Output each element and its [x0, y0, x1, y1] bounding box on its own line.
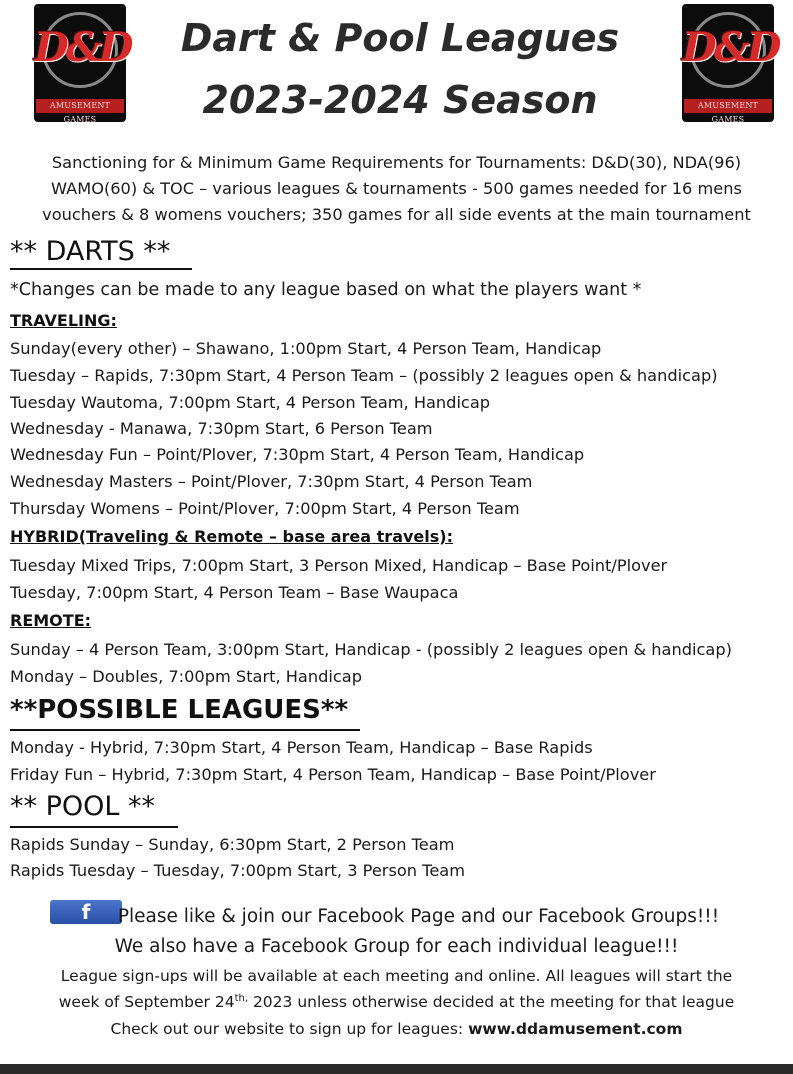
possible-leagues-heading: **POSSIBLE LEAGUES** — [10, 695, 349, 725]
dd-logo-right — [682, 4, 779, 124]
traveling-item: Sunday(every other) – Shawano, 1:00pm Start, 4 Person Team, Handicap — [10, 339, 602, 358]
logo-text: D&D — [34, 24, 131, 71]
dd-logo-left — [34, 4, 131, 124]
hybrid-item: Tuesday, 7:00pm Start, 4 Person Team – Base Waupaca — [10, 583, 459, 602]
start-date-rest: 2023 unless otherwise decided at the meeting for that league — [248, 993, 735, 1012]
intro-line: Sanctioning for & Minimum Game Requirements for Tournaments: D&D(30), NDA(96) — [51, 153, 742, 172]
facebook-icon[interactable]: f — [50, 900, 122, 924]
remote-item: Sunday – 4 Person Team, 3:00pm Start, Handicap - (possibly 2 leagues open & handicap) — [10, 640, 732, 659]
possible-item: Friday Fun – Hybrid, 7:30pm Start, 4 Person Team, Handicap – Base Point/Plover — [10, 765, 656, 784]
website-prompt: Check out our website to sign up for leagues: — [110, 1020, 469, 1038]
ordinal-suffix: th, — [234, 993, 249, 1004]
traveling-item: Wednesday Masters – Point/Plover, 7:30pm Start, 4 Person Team — [10, 472, 533, 491]
start-date-text: week of September 24 — [58, 993, 235, 1012]
traveling-label: TRAVELING: — [10, 311, 117, 330]
website-link[interactable]: www.ddamusement.com — [468, 1020, 683, 1038]
logo-banner: AMUSEMENT GAMES — [36, 99, 124, 113]
traveling-item: Tuesday Wautoma, 7:00pm Start, 4 Person Team, Handicap — [10, 393, 491, 412]
pool-heading: ** POOL ** — [10, 791, 155, 822]
possible-item: Monday - Hybrid, 7:30pm Start, 4 Person Team, Handicap – Base Rapids — [10, 738, 593, 757]
bottom-border — [0, 1064, 793, 1074]
signup-note: League sign-ups will be available at each meeting and online. All leagues will start the — [60, 967, 733, 985]
remote-item: Monday – Doubles, 7:00pm Start, Handicap — [10, 667, 362, 686]
season-title: 2023-2024 Season — [202, 78, 598, 122]
remote-label: REMOTE: — [10, 611, 92, 630]
intro-line: vouchers & 8 womens vouchers; 350 games for all side events at the main tournament — [42, 205, 751, 224]
traveling-item: Wednesday - Manawa, 7:30pm Start, 6 Person Team — [10, 419, 433, 438]
traveling-item: Wednesday Fun – Point/Plover, 7:30pm Start, 4 Person Team, Handicap — [10, 445, 585, 464]
pool-item: Rapids Sunday – Sunday, 6:30pm Start, 2 Person Team — [10, 835, 455, 854]
intro-line: WAMO(60) & TOC – various leagues & tournaments - 500 games needed for 16 mens — [51, 179, 742, 198]
hybrid-label: HYBRID(Traveling & Remote – base area travels): — [10, 527, 453, 546]
website-note — [0, 1020, 793, 1038]
traveling-item: Tuesday – Rapids, 7:30pm Start, 4 Person Team – (possibly 2 leagues open & handicap) — [10, 366, 718, 385]
darts-note: *Changes can be made to any league based on what the players want * — [10, 280, 642, 300]
page-title: Dart & Pool Leagues — [180, 16, 620, 60]
pool-heading-underline — [10, 826, 178, 828]
traveling-item: Thursday Womens – Point/Plover, 7:00pm Start, 4 Person Team — [10, 499, 520, 518]
darts-heading: ** DARTS ** — [10, 236, 171, 267]
pool-item: Rapids Tuesday – Tuesday, 7:00pm Start, 3 Person Team — [10, 861, 465, 880]
darts-heading-underline — [10, 268, 192, 270]
sanctioning-intro — [0, 150, 793, 228]
facebook-groups-note: We also have a Facebook Group for each individual league!!! — [114, 936, 679, 957]
logo-banner: AMUSEMENT GAMES — [684, 99, 772, 113]
facebook-invite: Please like & join our Facebook Page and our Facebook Groups!!! — [117, 906, 720, 927]
logo-text: D&D — [682, 24, 779, 71]
start-date-note — [0, 993, 793, 1011]
hybrid-item: Tuesday Mixed Trips, 7:00pm Start, 3 Person Mixed, Handicap – Base Point/Plover — [10, 556, 668, 575]
possible-heading-underline — [10, 729, 360, 731]
